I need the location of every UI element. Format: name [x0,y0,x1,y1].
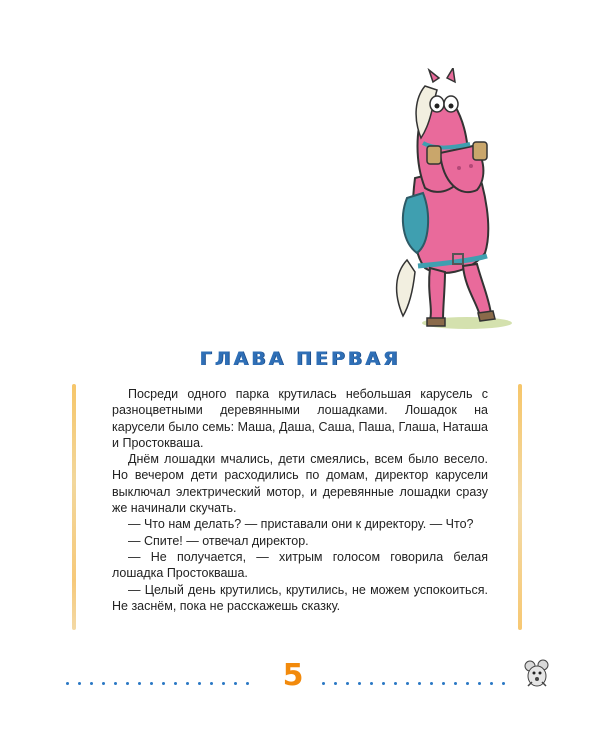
footer-dots-right [322,675,517,685]
page-number: 5 [282,658,304,693]
frame-left-border [72,384,76,630]
pink-horse-illustration [385,68,515,336]
mouse-icon [520,658,554,692]
frame-right-border [518,384,522,630]
story-paragraph: Посреди одного парка крутилась небольшая карусель с разноцветными деревянными лошадками. Лошадок на карусели было семь: Маша, Даша, Саша, Паша, Глаша, Наташа и Простокваша. [112,387,488,450]
story-paragraph: — Не получается, — хитрым голосом говорила белая лошадка Простокваша. [112,549,488,581]
story-paragraph: — Целый день крутились, крутились, не можем успокоиться. Не заснём, пока не расскажешь сказку. [112,582,488,613]
story-paragraph: — Что нам делать? — приставали они к директору. — Что? [128,517,474,532]
story-text [112,386,488,614]
story-paragraph: — Спите! — отвечал директор. [128,533,309,548]
chapter-title: ГЛАВА ПЕРВАЯ [199,348,401,370]
footer-dots-left [66,675,261,685]
story-paragraph: Днём лошадки мчались, дети смеялись, всем было весело. Но вечером дети расходились по домам, директор карусели выключал электрический мотор, и деревянные лошадки сразу же начинали скучать. [112,452,488,516]
